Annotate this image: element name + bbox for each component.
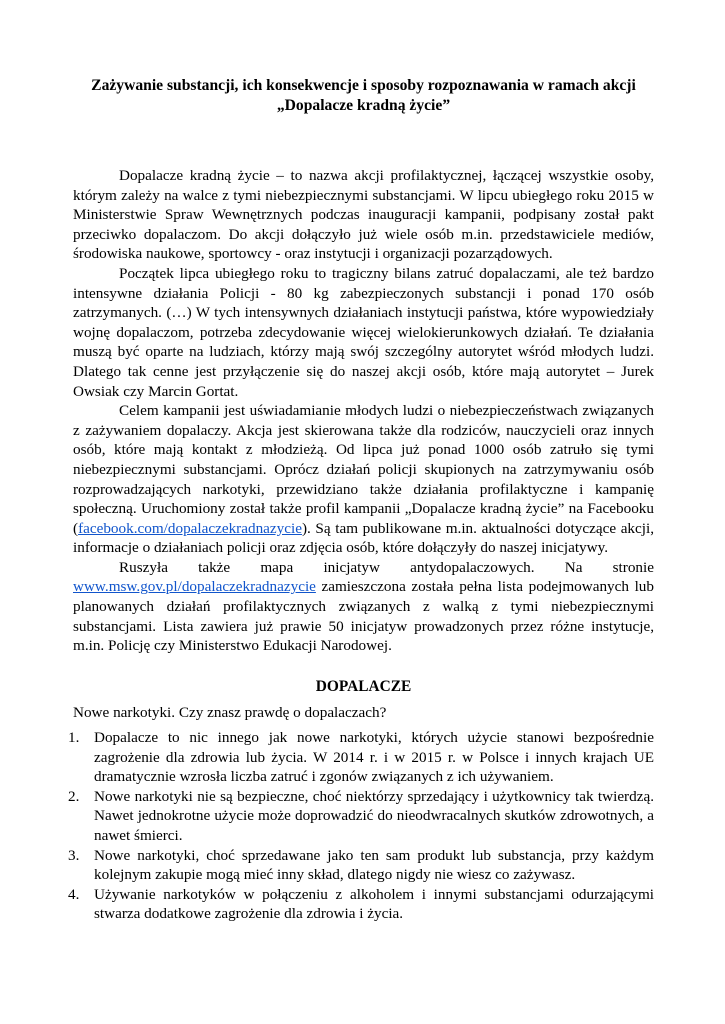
paragraph-police-actions xyxy=(73,264,654,401)
list-item xyxy=(68,846,654,885)
paragraph-text: Dopalacze kradną życie – to nazwa akcji profilaktycznej, łączącej wszystkie osoby, którym zależy na walce z tymi niebezpiecznymi substancjami. W lipcu ubiegłego roku 2015 w Ministerstwie Spraw Wewnętrznych podczas inauguracji kampanii, podpisany został pakt przeciwko dopalaczom. Do akcji dołączyło już wiele osób m.in. przedstawiciele mediów, środowiska naukowe, sportowcy - oraz instytucji i organizacji pozarządowych. xyxy=(73,167,654,263)
section-heading: DOPALACZE xyxy=(315,678,412,695)
facebook-link[interactable]: facebook.com/dopalaczekradnazycie xyxy=(78,519,302,537)
msw-website-link[interactable]: www.msw.gov.pl/dopalaczekradnazycie xyxy=(73,578,316,596)
list-item-number: 3. xyxy=(68,846,80,864)
paragraph-text: Początek lipca ubiegłego roku to tragiczny bilans zatruć dopalaczami, ale też bardzo intensywne działania Policji - 80 kg zabezpieczonych substancji i ponad 170 osób zatrzymanych. (…) W tych intensywnych działaniach instytucji państwa, które wypowiedziały wojnę dopalaczom, potrzeba zdecydowanie więcej wielokierunkowych działań. Te działania muszą być oparte na ludziach, którzy mają swój szczególny autorytet wśród młodych ludzi. Dlatego tak cenne jest przyłączenie się do naszej akcji osób, które mają autorytet – Jurek Owsiak czy Marcin Gortat. xyxy=(73,264,654,400)
section-intro: Nowe narkotyki. Czy znasz prawdę o dopalaczach? xyxy=(73,704,387,721)
paragraph-initiatives-map xyxy=(73,558,654,656)
list-item-text: Używanie narkotyków w połączeniu z alkoholem i innymi substancjami odurzającymi stwarza dodatkowe zagrożenie dla zdrowia i życia. xyxy=(94,885,654,923)
list-item xyxy=(68,728,654,787)
paragraph-text-after-link: zamieszczona została pełna lista podejmowanych lub planowanych działań profilaktycznych związanych z walką z tymi niebezpiecznymi substancjami. Lista zawiera już prawie 50 inicjatyw prowadzonych przez różne instytucje, m.in. Policję czy Ministerstwo Edukacji Narodowej. xyxy=(73,578,654,655)
facts-list xyxy=(68,728,654,924)
paragraph-text-after-link: ). Są tam publikowane m.in. aktualności dotyczące akcji, informacje o działaniach policji oraz zdjęcia osób, które dołączyły do naszej inicjatywy. xyxy=(73,519,654,557)
list-item xyxy=(68,787,654,846)
article-body xyxy=(73,166,654,656)
list-item xyxy=(68,885,654,924)
paragraph-campaign-intro xyxy=(73,166,654,264)
paragraph-text-before-link: Celem kampanii jest uświadamianie młodych ludzi o niebezpieczeństwach związanych z zażywaniem dopalaczy. Akcja jest skierowana także dla rodziców, nauczycieli oraz innych osób, które mają kontakt z młodzieżą. Od lipca już ponad 1000 osób zatruło się tymi niebezpiecznymi substancjami. Oprócz działań policji skupionych na zatrzymywaniu osób rozprowadzających narkotyki, przewidziano także działania profilaktyczne i kampanię społeczną. Uruchomiony został także profil kampanii „Dopalacze kradną życie” na Facebooku ( xyxy=(73,402,654,537)
list-item-number: 4. xyxy=(68,885,80,903)
list-item-text: Nowe narkotyki, choć sprzedawane jako ten sam produkt lub substancja, przy każdym kolejnym zakupie mogą mieć inny skład, dlatego nigdy nie wiesz co zażywasz. xyxy=(94,846,654,884)
list-item-number: 2. xyxy=(68,787,80,805)
list-item-text: Nowe narkotyki nie są bezpieczne, choć niektórzy sprzedający i użytkownicy tak twierdzą. Nawet jednokrotne użycie może doprowadzić do nieodwracalnych skutków zdrowotnych, a nawet śmierci. xyxy=(94,787,654,844)
paragraph-text-before-link: Ruszyła także mapa inicjatyw antydopalaczowych. Na stronie xyxy=(119,558,654,576)
list-item-number: 1. xyxy=(68,729,80,746)
document-title: Zażywanie substancji, ich konsekwencje i sposoby rozpoznawania w ramach akcji „Dopalacze kradną życie” xyxy=(91,77,636,114)
list-item-text: Dopalacze to nic innego jak nowe narkotyki, których użycie stanowi bezpośrednie zagrożenie dla zdrowia lub życia. W 2014 r. i w 2015 r. w Polsce i innych krajach UE dramatycznie wzrosła liczba zatruć i zgonów związanych z ich używaniem. xyxy=(94,729,654,786)
paragraph-campaign-goal xyxy=(73,401,654,558)
